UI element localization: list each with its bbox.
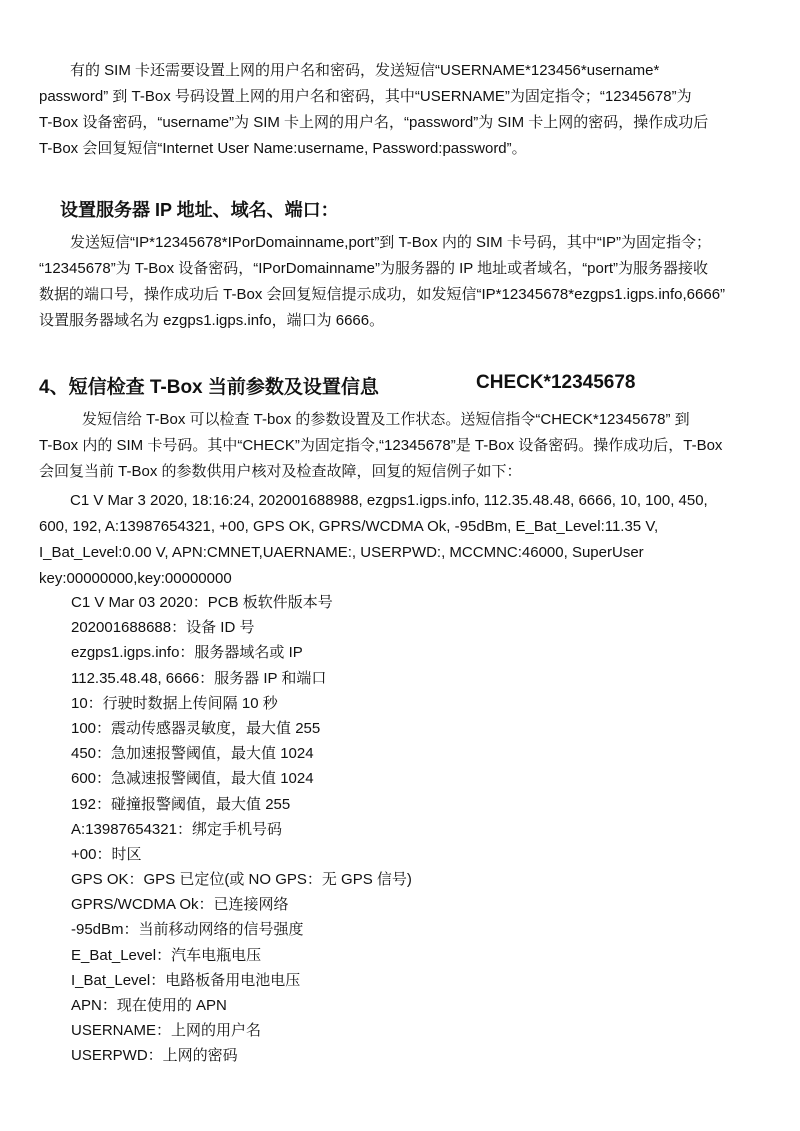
sim-auth-paragraph <box>39 58 769 162</box>
server-paragraph <box>39 230 769 334</box>
paragraph-line: 发短信给 T-Box 可以检查 T-box 的参数设置及工作状态。送短信指令“CHECK*12345678” 到 <box>82 411 690 428</box>
server-section-heading: 设置服务器 IP 地址、域名、端口： <box>60 200 339 220</box>
example-line: 600, 192, A:13987654321, +00, GPS OK, GPRS/WCDMA Ok, -95dBm, E_Bat_Level:11.35 V, <box>39 518 659 535</box>
definition-item: 112.35.48.48, 6666：服务器 IP 和端口 <box>71 669 327 687</box>
definition-item: 100：震动传感器灵敏度，最大值 255 <box>71 719 321 737</box>
example-line: C1 V Mar 3 2020, 18:16:24, 202001688988, ezgps1.igps.info, 112.35.48.48, 6666, 10, 100, 450, <box>70 492 708 509</box>
field-definitions <box>71 590 412 1069</box>
example-reply <box>39 488 769 592</box>
paragraph-line: 有的 SIM 卡还需要设置上网的用户名和密码，发送短信“USERNAME*123456*username* <box>70 62 660 79</box>
definition-item: E_Bat_Level：汽车电瓶电压 <box>71 946 262 964</box>
definition-item: 10：行驶时数据上传间隔 10 秒 <box>71 694 278 712</box>
definition-item: I_Bat_Level：电路板备用电池电压 <box>71 971 301 989</box>
example-line: I_Bat_Level:0.00 V, APN:CMNET,UAERNAME:, USERPWD:, MCCMNC:46000, SuperUser <box>39 544 644 561</box>
definition-item: 202001688688：设备 ID 号 <box>71 619 255 637</box>
definition-item: USERPWD：上网的密码 <box>71 1047 238 1065</box>
paragraph-line: T-Box 会回复短信“Internet User Name:username, Password:password”。 <box>39 140 527 157</box>
example-line: key:00000000,key:00000000 <box>39 570 232 587</box>
definition-item: C1 V Mar 03 2020：PCB 板软件版本号 <box>71 594 333 611</box>
definition-item: 600：急减速报警阈值，最大值 1024 <box>71 770 314 788</box>
definition-item: APN：现在使用的 APN <box>71 997 227 1014</box>
paragraph-line: password” 到 T-Box 号码设置上网的用户名和密码，其中“USERNAME”为固定指令；“12345678”为 <box>39 88 692 105</box>
definition-item: GPS OK：GPS 已定位(或 NO GPS：无 GPS 信号) <box>71 871 412 889</box>
check-command: CHECK*12345678 <box>476 372 636 393</box>
definition-item: 192：碰撞报警阈值，最大值 255 <box>71 795 291 813</box>
check-section-heading <box>39 372 779 399</box>
paragraph-line: 数据的端口号，操作成功后 T-Box 会回复短信提示成功，如发短信“IP*12345678*ezgps1.igps.info,6666” <box>39 286 726 303</box>
definition-item: GPRS/WCDMA Ok：已连接网络 <box>71 896 289 914</box>
definition-item: 450：急加速报警阈值，最大值 1024 <box>71 745 314 763</box>
definition-item: -95dBm：当前移动网络的信号强度 <box>71 921 304 939</box>
paragraph-line: 会回复当前 T-Box 的参数供用户核对及检查故障，回复的短信例子如下： <box>39 463 522 480</box>
definition-item: A:13987654321：绑定手机号码 <box>71 820 282 838</box>
definition-item: +00：时区 <box>71 845 142 863</box>
definition-item: USERNAME：上网的用户名 <box>71 1022 262 1040</box>
paragraph-line: “12345678”为 T-Box 设备密码，“IPorDomainname”为服务器的 IP 地址或者域名，“port”为服务器接收 <box>39 260 709 277</box>
paragraph-line: 设置服务器域名为 ezgps1.igps.info，端口为 6666。 <box>39 312 385 329</box>
paragraph-line: 发送短信“IP*12345678*IPorDomainname,port”到 T-Box 内的 SIM 卡号码，其中“IP”为固定指令； <box>70 234 711 251</box>
paragraph-line: T-Box 设备密码，“username”为 SIM 卡上网的用户名，“password”为 SIM 卡上网的密码，操作成功后 <box>39 114 709 131</box>
check-section-title: 4、短信检查 T-Box 当前参数及设置信息 <box>39 377 379 398</box>
paragraph-line: T-Box 内的 SIM 卡号码。其中“CHECK”为固定指令,“12345678”是 T-Box 设备密码。操作成功后，T-Box <box>39 437 723 454</box>
check-intro-paragraph <box>39 407 769 485</box>
definition-item: ezgps1.igps.info：服务器域名或 IP <box>71 644 303 662</box>
